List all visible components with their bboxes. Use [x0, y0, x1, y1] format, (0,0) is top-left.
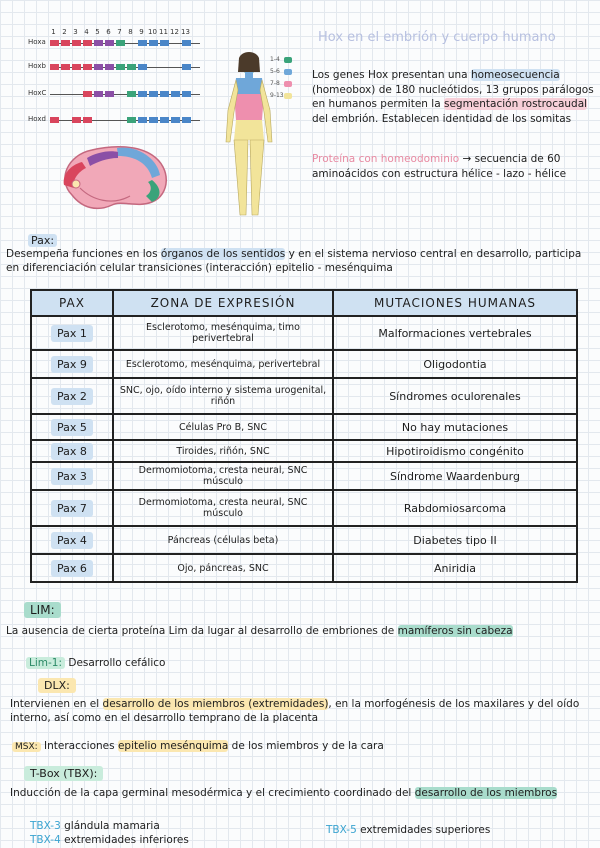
hox-gene-box	[127, 91, 136, 97]
highlight-segmentacion: segmentación rostrocaudal	[443, 98, 588, 110]
hox-gene-box	[83, 40, 92, 46]
embryo-illustration	[52, 140, 182, 220]
hox-gene-box	[94, 64, 103, 70]
mutation-cell: Síndrome Waardenburg	[333, 462, 577, 490]
legend-label: 9-13	[270, 92, 284, 99]
mutation-cell: Aniridia	[333, 554, 577, 582]
hox-group-number: 4	[84, 28, 89, 36]
mutation-cell: Malformaciones vertebrales	[333, 316, 577, 350]
dlx-paragraph: Intervienen en el desarrollo de los miembros (extremidades), en la morfogénesis de los maxilares y del oído interno, así como en el desarrollo temprano de la placenta	[10, 698, 580, 724]
pax-cell	[31, 554, 113, 582]
hox-gene-box	[50, 64, 59, 70]
pax-cell	[31, 490, 113, 526]
tbx3-line: TBX-3 glándula mamaria	[30, 820, 160, 832]
mutation-cell: Diabetes tipo II	[333, 526, 577, 554]
hox-gene-box	[171, 117, 180, 123]
column-header: PAX	[31, 290, 113, 316]
pax-cell	[31, 462, 113, 490]
msx-line: MSX: Interacciones epitelio mesénquima de los miembros y de la cara	[12, 740, 384, 752]
highlight-mamiferos: mamíferos sin cabeza	[397, 625, 513, 637]
hox-gene-box	[138, 64, 147, 70]
hox-gene-box	[138, 91, 147, 97]
pax-cell	[31, 316, 113, 350]
zone-cell: Esclerotomo, mesénquima, timo perivertebral	[113, 316, 333, 350]
hox-gene-box	[116, 40, 125, 46]
hox-gene-box	[105, 40, 114, 46]
legend-label: 7-8	[270, 80, 280, 87]
hox-group-number: 10	[148, 28, 157, 36]
pax-description: Desempeña funciones en los órganos de los sentidos y en el sistema nervioso central en desarrollo, participa en diferenciación celular transiciones (interacción) epitelio - mesénquima	[6, 248, 582, 274]
hox-group-number: 6	[106, 28, 111, 36]
highlight-desarrollo-miembros: desarrollo de los miembros	[414, 787, 558, 799]
hox-gene-box	[182, 64, 191, 70]
tbx5-line: TBX-5 extremidades superiores	[326, 824, 491, 836]
pax-name: Pax 4	[51, 532, 93, 549]
hox-group-number: 8	[128, 28, 133, 36]
table-row	[31, 378, 577, 414]
pax-cell	[31, 378, 113, 414]
zone-cell: Ojo, páncreas, SNC	[113, 554, 333, 582]
highlight-miembros: desarrollo de los miembros (extremidades)	[102, 698, 329, 710]
hox-group-numbers	[48, 28, 191, 36]
hox-gene-box	[138, 40, 147, 46]
zone-cell: Tiroides, riñón, SNC	[113, 440, 333, 462]
hox-gene-box	[182, 117, 191, 123]
pax-cell	[31, 440, 113, 462]
hox-gene-box	[116, 64, 125, 70]
hox-gene-box	[160, 117, 169, 123]
hox-group-number: 5	[95, 28, 100, 36]
table-row	[31, 526, 577, 554]
lim1-line: Lim-1: Desarrollo cefálico	[26, 657, 165, 669]
pax-name: Pax 2	[51, 388, 93, 405]
lim-heading: LIM:	[24, 603, 61, 617]
table-row	[31, 554, 577, 582]
hox-group-number: 1	[51, 28, 56, 36]
pax-cell	[31, 526, 113, 554]
tbx4-line: TBX-4 extremidades inferiores	[30, 834, 189, 846]
hox-gene-box	[83, 64, 92, 70]
mutation-cell: No hay mutaciones	[333, 414, 577, 440]
zone-cell: Esclerotomo, mesénquima, perivertebral	[113, 350, 333, 378]
human-body-illustration	[218, 50, 280, 218]
mutation-cell: Hipotiroidismo congénito	[333, 440, 577, 462]
zone-cell: Dermomiotoma, cresta neural, SNC músculo	[113, 462, 333, 490]
mutation-cell: Rabdomiosarcoma	[333, 490, 577, 526]
legend-label: 5-6	[270, 68, 280, 75]
zone-cell: Células Pro B, SNC	[113, 414, 333, 440]
hox-gene-box	[83, 91, 92, 97]
zone-cell: SNC, ojo, oído interno y sistema urogenital, riñón	[113, 378, 333, 414]
pax-name: Pax 5	[51, 419, 93, 436]
table-row	[31, 462, 577, 490]
hox-group-number: 7	[117, 28, 122, 36]
highlight-epitelio: epitelio mesénquima	[117, 740, 229, 752]
hox-gene-box	[94, 40, 103, 46]
hox-gene-box	[72, 40, 81, 46]
table-row	[31, 490, 577, 526]
hox-gene-box	[94, 91, 103, 97]
hox-gene-box	[72, 117, 81, 123]
hox-gene-box	[61, 64, 70, 70]
table-header-row	[31, 290, 577, 316]
legend-swatch	[284, 93, 292, 99]
lim-paragraph: La ausencia de cierta proteína Lim da lugar al desarrollo de embriones de mamíferos sin cabeza	[6, 625, 513, 637]
hox-gene-box	[182, 40, 191, 46]
pax-name: Pax 9	[51, 356, 93, 373]
legend-swatch	[284, 81, 292, 87]
mutation-cell: Síndromes oculorenales	[333, 378, 577, 414]
hox-cluster-label: Hoxd	[28, 115, 46, 123]
zone-cell: Dermomiotoma, cresta neural, SNC músculo	[113, 490, 333, 526]
legend-swatch	[284, 57, 292, 63]
hox-gene-box	[105, 64, 114, 70]
hox-gene-box	[83, 117, 92, 123]
highlight-organos: órganos de los sentidos	[160, 248, 286, 260]
table-row	[31, 414, 577, 440]
hox-cluster-label: Hoxb	[28, 62, 46, 70]
hox-group-number: 9	[139, 28, 144, 36]
hox-gene-box	[61, 40, 70, 46]
mutation-cell: Oligodontia	[333, 350, 577, 378]
page-title: Hox en el embrión y cuerpo humano	[318, 30, 556, 45]
hox-cluster-label: Hoxa	[28, 38, 46, 46]
hox-group-number: 12	[170, 28, 179, 36]
hox-gene-box	[50, 117, 59, 123]
pax-name: Pax 1	[51, 325, 93, 342]
hox-gene-box	[72, 64, 81, 70]
pax-table	[30, 289, 578, 583]
hox-cluster-label: HoxC	[28, 89, 47, 97]
hox-gene-box	[182, 91, 191, 97]
hox-gene-box	[149, 40, 158, 46]
hox-gene-box	[160, 91, 169, 97]
hox-gene-box	[50, 40, 59, 46]
homeodomain-term: Proteína con homeodominio	[312, 153, 460, 165]
pax-cell	[31, 350, 113, 378]
hox-gene-box	[127, 117, 136, 123]
zone-cell: Páncreas (células beta)	[113, 526, 333, 554]
hox-group-number: 11	[159, 28, 168, 36]
legend-label: 1-4	[270, 56, 280, 63]
hox-group-number: 13	[181, 28, 190, 36]
legend-swatch	[284, 69, 292, 75]
hox-group-number: 3	[73, 28, 78, 36]
hox-group-number: 2	[62, 28, 67, 36]
hox-gene-box	[127, 64, 136, 70]
hox-gene-box	[138, 117, 147, 123]
column-header: MUTACIONES HUMANAS	[333, 290, 577, 316]
pax-name: Pax 6	[51, 560, 93, 577]
table-row	[31, 440, 577, 462]
pax-name: Pax 7	[51, 500, 93, 517]
highlight-homeosecuencia: homeosecuencia	[470, 69, 560, 81]
hox-gene-box	[105, 91, 114, 97]
hox-paragraph: Los genes Hox presentan una homeosecuencia (homeobox) de 180 nucleótidos, 13 grupos parálogos en humanos permiten la segmentación rostrocaudal del embrión. Establecen identidad de los somitas	[312, 69, 594, 125]
tbox-paragraph: Inducción de la capa germinal mesodérmica y el crecimiento coordinado del desarrollo de los miembros	[10, 787, 558, 799]
tbox-heading: T-Box (TBX):	[24, 767, 103, 780]
pax-heading: Pax:	[28, 234, 57, 247]
column-header: ZONA DE EXPRESIÓN	[113, 290, 333, 316]
table-row	[31, 350, 577, 378]
hox-gene-box	[149, 117, 158, 123]
dlx-heading: DLX:	[38, 679, 76, 692]
table-row	[31, 316, 577, 350]
hox-gene-box	[171, 91, 180, 97]
homeodomain-paragraph: Proteína con homeodominio → secuencia de 60 aminoácidos con estructura hélice - lazo - hélice	[312, 153, 567, 180]
pax-name: Pax 8	[51, 443, 93, 460]
pax-name: Pax 3	[51, 468, 93, 485]
hox-gene-box	[149, 91, 158, 97]
hox-gene-box	[160, 40, 169, 46]
pax-cell	[31, 414, 113, 440]
